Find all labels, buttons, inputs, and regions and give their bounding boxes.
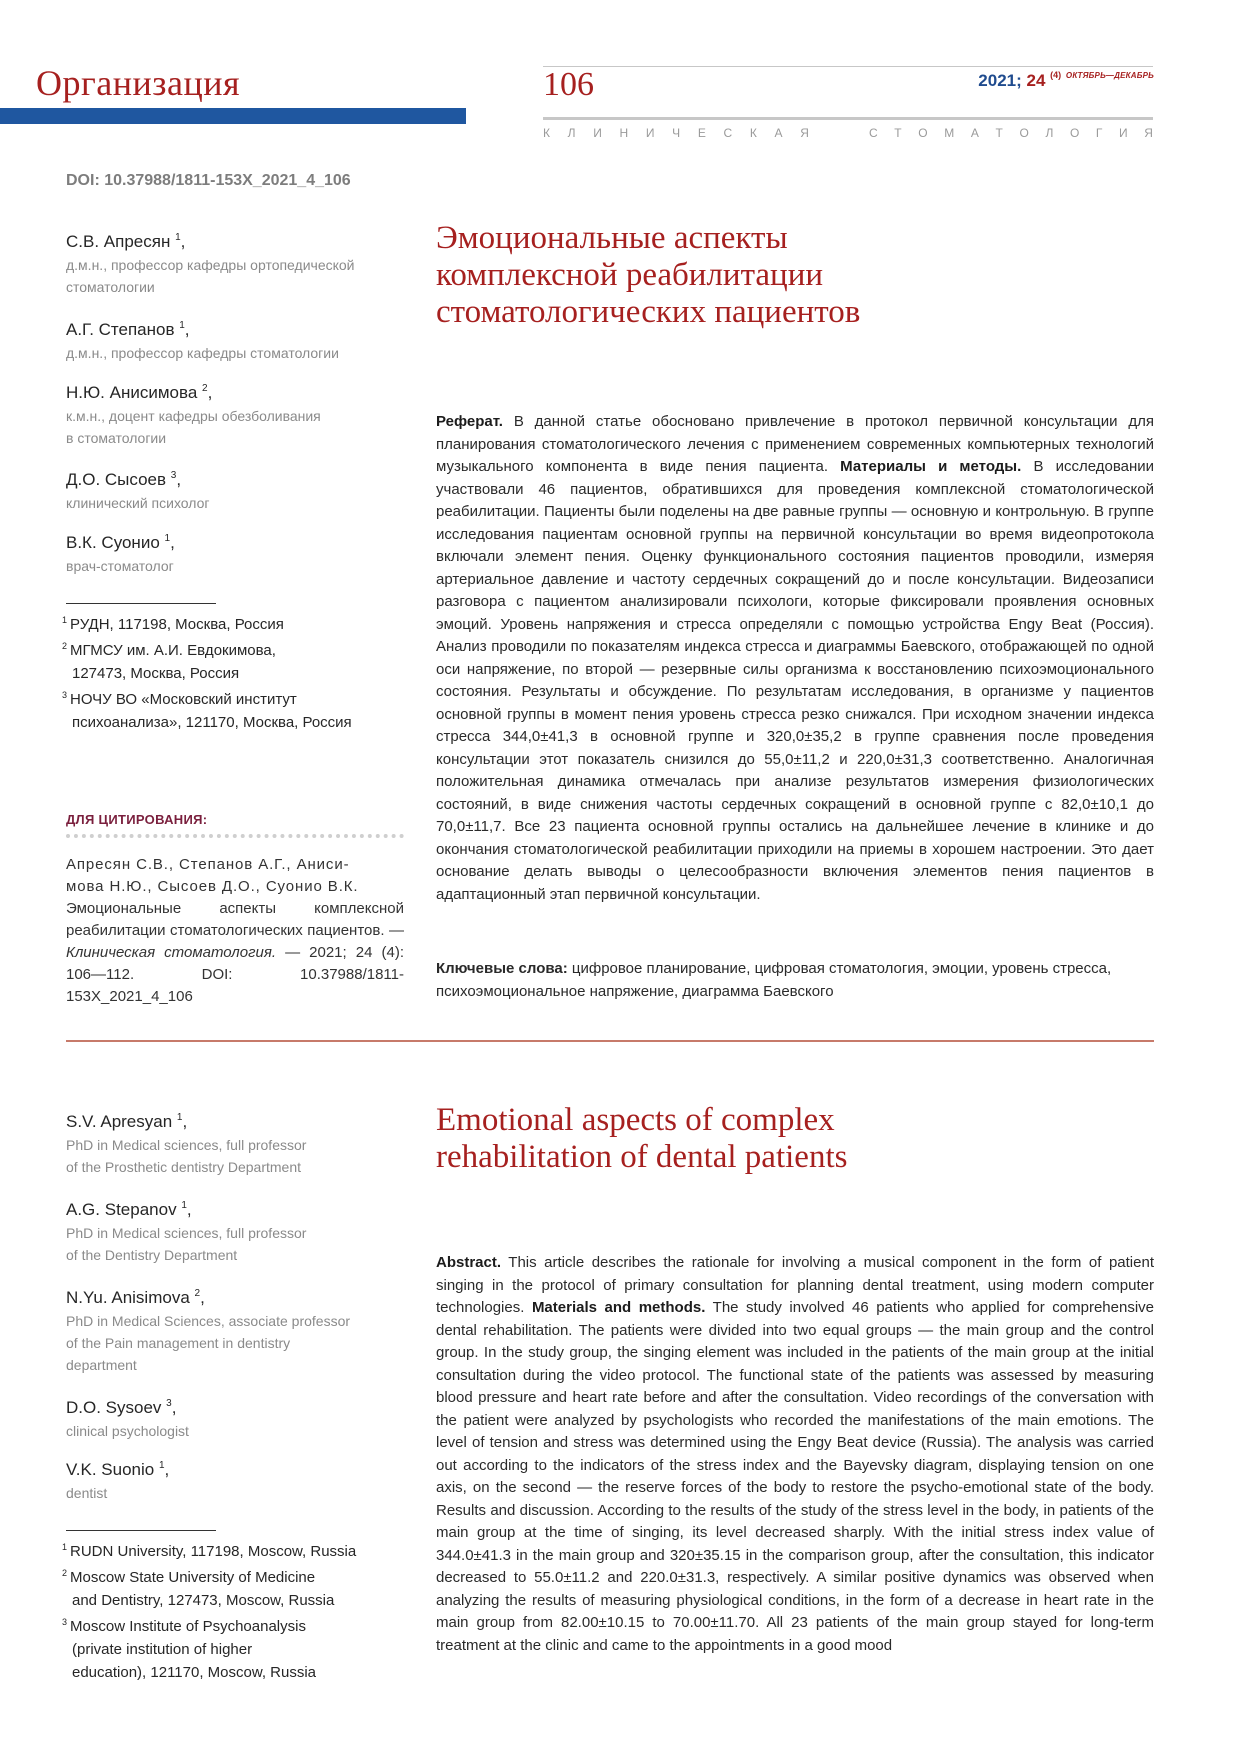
author-ru-2: А.Г. Степанов $^1$, д.м.н., профессор кафедры стоматологии: [66, 320, 339, 364]
affiliations-rule-ru: [66, 603, 216, 604]
author-ru-1: С.В. Апресян $^1$, д.м.н., профессор кафедры ортопедической стоматологии: [66, 232, 355, 298]
article-title-en: Emotional aspects of complex rehabilitation of dental patients: [436, 1102, 848, 1175]
author-desc: PhD in Medical Sciences, associate professor of the Pain management in dentistry department: [66, 1313, 351, 1373]
keywords-ru: Ключевые слова: цифровое планирование, цифровая стоматология, эмоции, уровень стресса, психоэмоциональное напряжение, диаграмма Баевского: [436, 960, 1112, 1000]
affiliation-en-1: $^1$ RUDN University, 117198, Moscow, Russia: [62, 1542, 357, 1560]
issue-number: (4): [1050, 70, 1062, 80]
author-desc: д.м.н., профессор кафедры ортопедической стоматологии: [66, 257, 355, 295]
issue-period: ОКТЯБРЬ—ДЕКАБРЬ: [1065, 71, 1154, 80]
author-desc: PhD in Medical sciences, full professor of the Prosthetic dentistry Department: [66, 1137, 307, 1175]
author-desc: PhD in Medical sciences, full professor of the Dentistry Department: [66, 1225, 307, 1263]
journal-name: [543, 126, 1153, 140]
affiliation-ru-2: $^2$ МГМСУ им. А.И. Евдокимова, 127473, Москва, Россия: [62, 641, 276, 682]
author-en-2: A.G. Stepanov $^1$, PhD in Medical sciences, full professor of the Dentistry Department: [66, 1200, 306, 1266]
issue-year: 2021;: [978, 71, 1022, 90]
author-ru-5: В.К. Суонио $^1$, врач-стоматолог: [66, 533, 175, 577]
author-desc: к.м.н., доцент кафедры обезболивания в стоматологии: [66, 408, 321, 446]
author-en-3: N.Yu. Anisimova $^2$, PhD in Medical Sciences, associate professor of the Pain management in dentistry department: [66, 1288, 350, 1376]
page-number: 106: [543, 66, 594, 103]
affiliation-en-3: $^3$ Moscow Institute of Psychoanalysis (private institution of higher education), 121170, Moscow, Russia: [62, 1617, 317, 1681]
citation-label: ДЛЯ ЦИТИРОВАНИЯ:: [66, 812, 208, 827]
header-mid-rule: [543, 117, 1153, 120]
citation-dotted-rule: [66, 834, 404, 838]
journal-word-clinical: К Л И Н И Ч Е С К А Я: [543, 126, 809, 140]
article-title-ru: Эмоциональные аспекты комплексной реабилитации стоматологических пациентов: [436, 220, 861, 330]
affiliation-en-2: $^2$ Moscow State University of Medicine and Dentistry, 127473, Moscow, Russia: [62, 1568, 335, 1609]
author-desc: клинический психолог: [66, 495, 210, 511]
author-desc: dentist: [66, 1485, 108, 1501]
section-title: Организация: [36, 63, 241, 103]
author-desc: д.м.н., профессор кафедры стоматологии: [66, 345, 339, 361]
author-en-5: V.K. Suonio $^1$, dentist: [66, 1460, 169, 1504]
issue-info: [978, 70, 1154, 91]
issue-volume: 24: [1026, 71, 1046, 90]
section-color-bar: [0, 108, 466, 124]
author-ru-4: Д.О. Сысоев $^3$, клинический психолог: [66, 470, 210, 514]
affiliations-rule-en: [66, 1530, 216, 1531]
citation-text: Апресян С.В., Степанов А.Г., Аниси- мова Н.Ю., Сысоев Д.О., Суонио В.К. Эмоциональные аспекты комплексной реабилитации стоматологических пациентов. — Клиническая стоматология. — 2021; 24 (4): 106—112. DOI: 10.37988/1811-153X_2021_4_106: [66, 856, 404, 1005]
author-en-4: D.O. Sysoev $^3$, clinical psychologist: [66, 1398, 189, 1442]
affiliation-ru-1: $^1$ РУДН, 117198, Москва, Россия: [62, 615, 284, 633]
language-divider: [66, 1040, 1154, 1042]
header-top-rule: [543, 66, 1153, 67]
affiliation-ru-3: $^3$ НОЧУ ВО «Московский институт психоанализа», 121170, Москва, Россия: [62, 690, 352, 731]
abstract-en: Abstract. This article describes the rationale for involving a musical component in the form of patient singing in the protocol of primary consultation for planning dental treatment, using modern computer technologies. Materials and methods. The study involved 46 patients who applied for comprehensive dental rehabilitation. The patients were divided into two equal groups — the main group and the control group. In the study group, the singing element was included in the patients of the main group at the initial consultation during the video protocol. The functional state of the patients was assessed by measuring blood pressure and heart rate before and after the consultation. Video recordings of the conversation with the patient were analyzed by psychologists who recorded the manifestations of the main emotions. The level of tension and stress was determined using the Engy Beat device (Russia). The analysis was carried out according to the indicators of the stress index and the Bayevsky diagram, displaying tension on one axis, on the second — the reserve forces of the body to restore the psycho-emotional state of the body. Results and discussion. According to the results of the study of the stress level in the body, in patients of the main group at the time of singing, its level decreased sharply. With the initial stress index value of 344.0±41.3 in the main group and 320±35.15 in the comparison group, after the consultation, this indicator decreased to 55.0±11.2 and 220.0±31.3, respectively. A similar positive dynamics was observed when analyzing the results of measuring physiological conditions, in the form of a decrease in heart rate in the main group from 82.00±10.15 to 70.00±11.70. All 23 patients of the main group stayed for long-term treatment at the clinic and came to the appointments in a good mood: [436, 1254, 1154, 1654]
journal-word-dentistry: С Т О М А Т О Л О Г И Я: [869, 126, 1153, 140]
abstract-ru: Реферат. В данной статье обосновано привлечение в протокол первичной консультации для планирования стоматологического лечения с применением современных компьютерных технологий музыкального компонента в виде пения пациента. Материалы и методы. В исследовании участвовали 46 пациентов, обратившихся для проведения комплексной стоматологической реабилитации. Пациенты были поделены на две равные группы — основную и контрольную. В группе исследования пациентам основной группы на первичной консультации во время видеопротокола включали элемент пения. Оценку функционального состояния пациентов проводили, измеряя артериальное давление и частоту сердечных сокращений до и после консультации. Видеозаписи разговора с пациентом анализировали психологи, которые фиксировали проявления основных эмоций. Уровень напряжения и стресса определяли с помощью устройства Engy Beat (Россия). Анализ проводили по показателям индекса стресса и диаграммы Баевского, отображающей по одной оси напряжение, по второй — резервные силы организма к восстановлению психоэмоционального состояния. Результаты и обсуждение. По результатам исследования, в организме у пациентов основной группы в момент пения уровень стресса резко снижался. При исходном значении индекса стресса 344,0±41,3 в основной группе и 320,0±35,2 в группе сравнения после проведения консультации этот показатель снизился до 55,0±11,2 и 220,0±31,3 соответственно. Аналогичная положительная динамика отмечалась при анализе результатов измерения физиологических состояний, в виде снижения частоты сердечных сокращений в основной группе с 82,0±10,1 до 70,0±11,7. Все 23 пациента основной группы остались на дальнейшее лечение в клинике и до окончания стоматологической реабилитации приходили на приемы в хорошем настроении. Это дает основание делать выводы о целесообразности включения элементов пения пациентов в адаптационный этап первичной консультации.: [436, 413, 1155, 903]
author-desc: clinical psychologist: [66, 1423, 189, 1439]
author-desc: врач-стоматолог: [66, 558, 174, 574]
doi[interactable]: DOI: 10.37988/1811-153X_2021_4_106: [66, 172, 351, 189]
author-en-1: S.V. Apresyan $^1$, PhD in Medical sciences, full professor of the Prosthetic dentistry Department: [66, 1112, 306, 1178]
author-ru-3: Н.Ю. Анисимова $^2$, к.м.н., доцент кафедры обезболивания в стоматологии: [66, 383, 321, 449]
